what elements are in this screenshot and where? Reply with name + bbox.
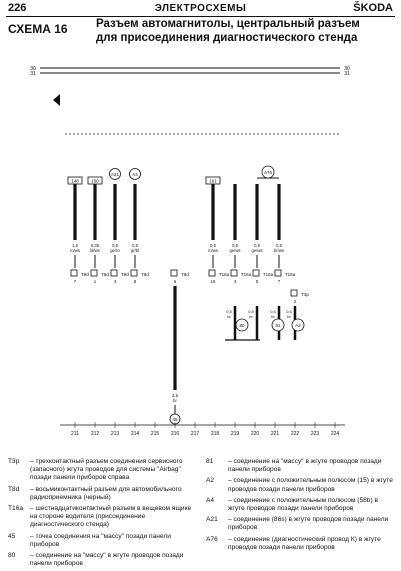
pin-label: 2 <box>293 299 297 304</box>
wire-color: br <box>173 398 177 403</box>
connector-box <box>91 270 97 276</box>
wire-color: ge/ws <box>251 248 263 253</box>
legend-right <box>206 458 394 555</box>
wire-color: br <box>271 314 275 319</box>
track-number: 214 <box>130 431 140 437</box>
legend-text: – точка соединения на "массу" позади панели приборов <box>30 532 171 548</box>
legend-key: A4 <box>206 496 215 504</box>
legend-item <box>8 533 198 549</box>
track-number: 223 <box>310 431 320 437</box>
legend-item <box>206 516 394 532</box>
wire-section: 0,35 <box>90 243 100 248</box>
wire-section: 0,5 <box>286 309 292 314</box>
wire-color: bl/ws <box>90 248 100 253</box>
pin-label: 1 <box>93 279 97 284</box>
pin-label: 4 <box>233 279 237 284</box>
legend-left <box>8 458 198 571</box>
track-number: 219 <box>230 431 240 437</box>
page-number: 226 <box>8 2 27 14</box>
scheme-label: СХЕМА 16 <box>8 22 68 36</box>
wire-color: gr/bl <box>130 248 140 253</box>
connector-label: T16a <box>240 272 252 277</box>
legend-key: A21 <box>206 516 218 524</box>
legend-key: T3p <box>8 458 20 465</box>
connector-box <box>275 270 281 276</box>
legend-text: – соединение (86s) в жгуте проводов позади панели приборов <box>228 516 389 532</box>
track-number: 224 <box>330 431 340 437</box>
legend-key: T16a <box>8 505 24 513</box>
connector-box <box>209 270 215 276</box>
legend-item <box>206 497 394 513</box>
legend-key: T8d <box>8 485 20 493</box>
legend-item <box>206 536 394 552</box>
track-number: 218 <box>210 431 220 437</box>
node-label: A76 <box>263 170 273 175</box>
connector-label: T3p <box>301 292 309 297</box>
legend-text: – соединение (диагностический провод К) в жгуте проводов позади панели приборов <box>228 535 381 551</box>
legend-item <box>8 505 198 530</box>
legend-text: – соединение на "массу" в жгуте проводов позади панели приборов <box>228 458 382 474</box>
connector-label: T16a <box>262 272 274 277</box>
connector-label: T8d <box>81 272 89 277</box>
pin-label: 7 <box>73 279 77 284</box>
legend-key: A76 <box>206 535 218 543</box>
pin-label: 8 <box>133 279 137 284</box>
pin-label: 6 <box>173 279 177 284</box>
wire-section: 1,5 <box>72 243 78 248</box>
legend-key: A2 <box>206 477 215 485</box>
connector-label: T16a <box>218 272 230 277</box>
connector-label: T8d <box>121 272 129 277</box>
connector-box <box>171 270 177 276</box>
legend-key: 80 <box>8 552 16 560</box>
track-number: 220 <box>250 431 260 437</box>
legend-item <box>206 458 394 474</box>
connector-label: T8d <box>141 272 149 277</box>
bus-label-right: 30 <box>344 66 350 72</box>
track-number: 217 <box>190 431 200 437</box>
wire-section: 0,5 <box>270 309 276 314</box>
section-title: ЭЛЕКТРОСХЕМЫ <box>154 3 247 14</box>
wire-color: ge/ro <box>110 248 120 253</box>
track-number: 216 <box>170 431 180 437</box>
fuse-label: 161 <box>209 178 217 184</box>
brand-name: ŠKODA <box>353 2 393 14</box>
fuse-label: 150 <box>91 178 99 184</box>
wire-section: 0,5 <box>112 243 118 248</box>
wire-section: 0,5 <box>276 243 282 248</box>
track-number: 221 <box>270 431 280 437</box>
ground-label: 81 <box>275 323 281 328</box>
wire-section: 0,5 <box>132 243 138 248</box>
connector-box <box>131 270 137 276</box>
pin-label: 5 <box>255 279 259 284</box>
page-arrow-icon <box>53 94 60 106</box>
connector-label: T8d <box>181 272 189 277</box>
legend-text: – соединение с положительным полюсом (15) в жгуте проводов позади панели приборов <box>228 477 393 493</box>
legend-text: – шестнадцатиконтактный разъем в вещевом ящике на стороне водителя (присоединение диагностического стенда) <box>30 505 192 529</box>
wire-section: 0,5 <box>232 243 238 248</box>
pin-label: 7 <box>277 279 281 284</box>
wire-section: 0,5 <box>248 309 254 314</box>
wire-color: ge/ws <box>229 248 241 253</box>
node-label: A21 <box>110 172 120 177</box>
legend-text: – соединение на "массу" в жгуте проводов позади панели приборов <box>30 552 184 568</box>
track-number: 212 <box>90 431 100 437</box>
track-number: 213 <box>110 431 120 437</box>
connector-box <box>231 270 237 276</box>
connector-box <box>253 270 259 276</box>
legend-text: – соединение с положительным полюсом (58b) в жгуте проводов позади панели приборов <box>228 496 378 513</box>
wire-color: br <box>249 314 253 319</box>
track-number: 211 <box>71 431 79 437</box>
legend-key: 81 <box>206 458 214 465</box>
ground-label: A2 <box>295 323 301 328</box>
wire-color: br <box>227 314 231 319</box>
ground-label: 80 <box>239 323 245 328</box>
wire-section: 2,5 <box>172 393 178 398</box>
pin-label: 4 <box>113 279 117 284</box>
scheme-title: Разъем автомагнитолы, центральный разъем для присоединения диагностического стенда <box>96 18 360 44</box>
ground-label: 45 <box>172 417 178 422</box>
wire-color: ro/ws <box>207 248 219 253</box>
legend-key: 45 <box>8 532 16 540</box>
bus-label-right: 31 <box>344 71 350 77</box>
legend-item <box>8 458 198 483</box>
connector-box <box>291 290 297 296</box>
legend-item <box>8 552 198 568</box>
legend-item <box>8 486 198 502</box>
fuse-label: 148 <box>71 178 79 184</box>
legend-text: – трехконтактный разъем соединения сервисного (запасного) жгута проводов для системы "Airbag" позади панели приборов справа <box>30 458 183 482</box>
track-number: 222 <box>290 431 300 437</box>
connector-label: T16a <box>284 272 296 277</box>
legend-text: – восьмиконтактный разъем для автомобильного радиоприемника (черный) <box>30 485 182 501</box>
wire-section: 0,5 <box>210 243 216 248</box>
pin-label: 16 <box>210 279 216 284</box>
legend-item <box>206 477 394 493</box>
bus-label-left: 30 <box>30 66 36 72</box>
wire-section: 0,5 <box>254 243 260 248</box>
wire-color: br <box>287 314 291 319</box>
wire-color: br/ws <box>273 248 285 253</box>
node-label: A4 <box>132 172 138 177</box>
track-number: 215 <box>150 431 160 437</box>
bus-label-left: 31 <box>30 71 36 77</box>
connector-box <box>111 270 117 276</box>
wire-color: ro/ws <box>69 248 81 253</box>
wire-section: 0,5 <box>226 309 232 314</box>
connector-label: T8d <box>101 272 109 277</box>
connector-box <box>71 270 77 276</box>
